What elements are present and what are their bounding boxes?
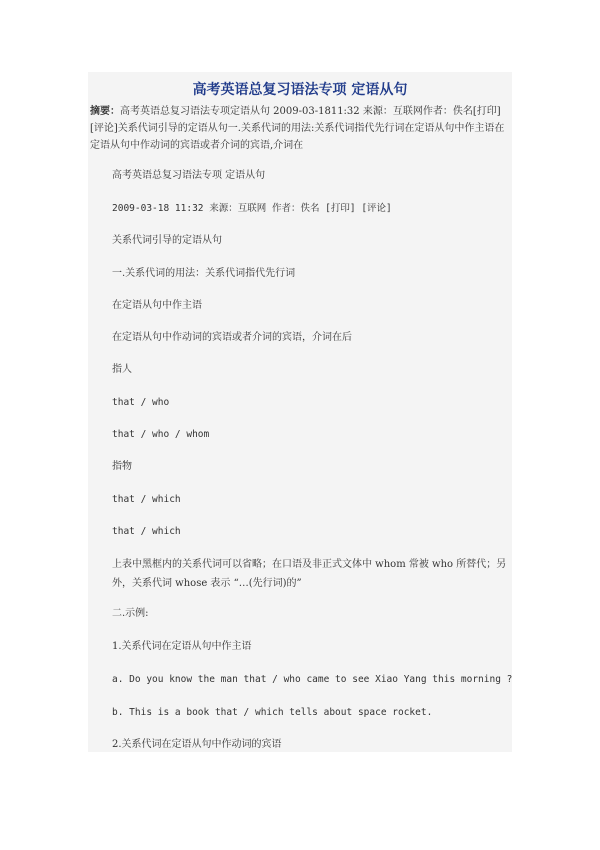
paragraph: 在定语从句中作动词的宾语或者介词的宾语，介词在后 (112, 332, 352, 343)
body-title: 高考英语总复习语法专项 定语从句 (112, 170, 266, 181)
paragraph: 在定语从句中作主语 (112, 300, 202, 311)
paragraph: b. This is a book that / which tells about space rocket. (112, 707, 433, 718)
section-heading: 关系代词引导的定语从句 (112, 235, 222, 246)
paragraph: 一.关系代词的用法：关系代词指代先行词 (112, 268, 296, 279)
paragraph: 指人 (112, 364, 132, 375)
paragraph: 上表中黑框内的关系代词可以省略；在口语及非正式文体中 whom 常被 who 所替代；另外，关系代词 whose 表示 “…(先行词)的” (112, 559, 507, 589)
paragraph: that / who / whom (112, 429, 210, 440)
paragraph: 1.关系代词在定语从句中作主语 (112, 641, 252, 652)
abstract-label: 摘要： (90, 106, 120, 117)
paragraph: 2.关系代词在定语从句中作动词的宾语 (112, 739, 282, 750)
paragraph: that / which (112, 526, 181, 537)
abstract (90, 103, 510, 154)
paragraph: a. Do you know the man that / who came to see Xiao Yang this morning ? (112, 674, 513, 685)
meta-line: 2009-03-18 11:32 来源：互联网 作者：佚名 [打印] [评论] (112, 203, 392, 214)
paragraph: that / who (112, 397, 170, 408)
document-title: 高考英语总复习语法专项 定语从句 (192, 82, 408, 98)
paragraph: that / which (112, 494, 181, 505)
paragraph: 指物 (112, 461, 132, 472)
abstract-text: 高考英语总复习语法专项定语从句 2009-03-1811:32 来源：互联网作者：佚名[打印][评论]关系代词引导的定语从句一.关系代词的用法:关系代词指代先行词在定语从句中作主语在定语从句中作动词的宾语或者介词的宾语,介词在 (90, 106, 505, 151)
paragraph: 二.示例: (112, 608, 149, 619)
